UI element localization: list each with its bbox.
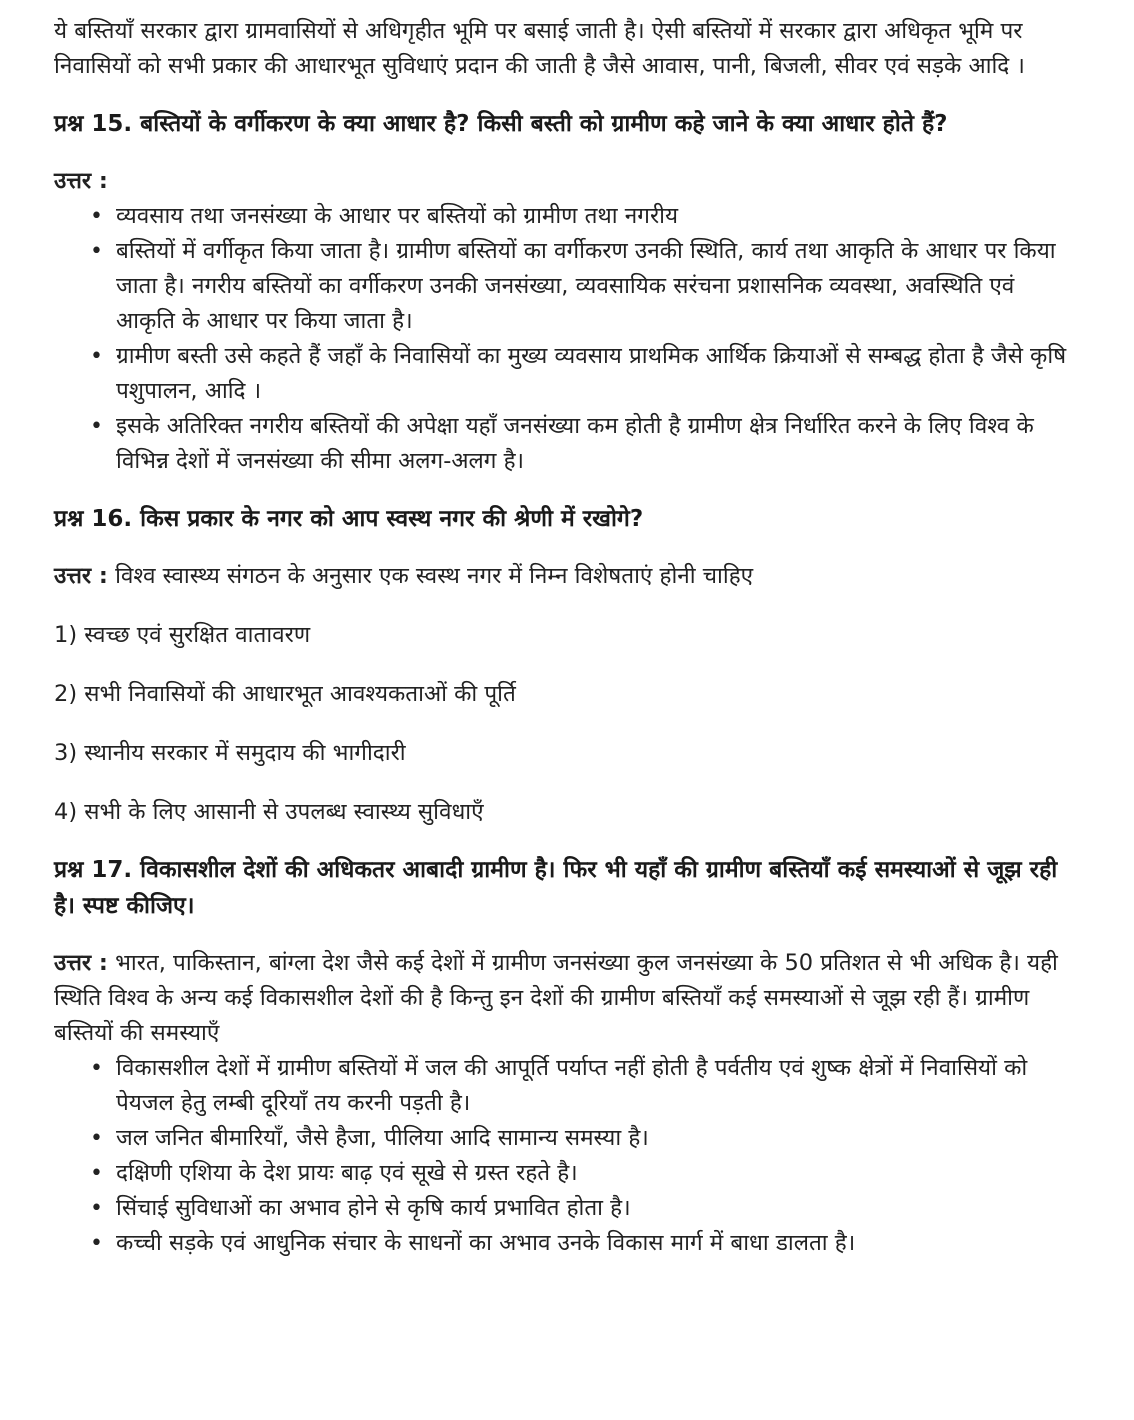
- answer-15: [54, 164, 1074, 199]
- list-item: • विकासशील देशों में ग्रामीण बस्तियों में जल की आपूर्ति पर्याप्त नहीं होती है पर्वतीय एवं शुष्क क्षेत्रों में निवासियों को पेयजल हेतु लम्बी दूरियाँ तय करनी पड़ती है।: [116, 1051, 1074, 1121]
- question-16: प्रश्न 16. किस प्रकार के नगर को आप स्वस्थ नगर की श्रेणी में रखोगे?: [54, 506, 644, 532]
- bullet-icon: •: [90, 239, 103, 264]
- intro-paragraph: ये बस्तियाँ सरकार द्वारा ग्रामवासियों से अधिगृहीत भूमि पर बसाई जाती है। ऐसी बस्तियों में सरकार द्वारा अधिकृत भूमि पर निवासियों को सभी प्रकार की आधारभूत सुविधाएं प्रदान की जाती है जैसे आवास, पानी, बिजली, सीवर एवं सड़के आदि ।: [54, 18, 1025, 79]
- bullet-icon: •: [90, 1126, 103, 1151]
- question-17: प्रश्न 17. विकासशील देशों की अधिकतर आबादी ग्रामीण है। फिर भी यहाँ की ग्रामीण बस्तियाँ कई समस्याओं से जूझ रही है। स्पष्ट कीजिए।: [54, 857, 1058, 919]
- list-item: • ग्रामीण बस्ती उसे कहते हैं जहाँ के निवासियों का मुख्य व्यवसाय प्राथमिक आर्थिक क्रियाओं से सम्बद्ध होता है जैसे कृषि पशुपालन, आदि ।: [116, 339, 1074, 409]
- answer-15-list: [54, 199, 1074, 479]
- bullet-icon: •: [90, 1056, 103, 1081]
- list-item: • बस्तियों में वर्गीकृत किया जाता है। ग्रामीण बस्तियों का वर्गीकरण उनकी स्थिति, कार्य तथा आकृति के आधार पर किया जाता है। नगरीय बस्तियों का वर्गीकरण उनकी जनसंख्या, व्यवसायिक सरंचना प्रशासनिक व्यवस्था, अवस्थिति एवं आकृति के आधार पर किया जाता है।: [116, 234, 1074, 339]
- answer-16: [54, 559, 1074, 594]
- bullet-icon: •: [90, 1161, 103, 1186]
- bullet-icon: •: [90, 1231, 103, 1256]
- list-item: • इसके अतिरिक्त नगरीय बस्तियों की अपेक्षा यहाँ जनसंख्या कम होती है ग्रामीण क्षेत्र निर्धारित करने के लिए विश्व के विभिन्न देशों में जनसंख्या की सीमा अलग-अलग है।: [116, 409, 1074, 479]
- bullet-icon: •: [90, 344, 103, 369]
- bullet-icon: •: [90, 1196, 103, 1221]
- list-item: • सिंचाई सुविधाओं का अभाव होने से कृषि कार्य प्रभावित होता है।: [116, 1191, 1074, 1226]
- answer-17-text: भारत, पाकिस्तान, बांग्ला देश जैसे कई देशों में ग्रामीण जनसंख्या कुल जनसंख्या के 50 प्रतिशत से भी अधिक है। यही स्थिति विश्व के अन्य कई विकासशील देशों की है किन्तु इन देशों की ग्रामीण बस्तियाँ कई समस्याओं से जूझ रही हैं। ग्रामीण बस्तियों की समस्याएँ: [54, 950, 1058, 1046]
- answer-label: उत्तर :: [54, 563, 108, 589]
- answer-16-item: 3) स्थानीय सरकार में समुदाय की भागीदारी: [54, 740, 406, 766]
- answer-label: उत्तर :: [54, 950, 108, 976]
- list-item: • व्यवसाय तथा जनसंख्या के आधार पर बस्तियों को ग्रामीण तथा नगरीय: [116, 199, 1074, 234]
- answer-17-list: [54, 1051, 1074, 1261]
- question-15: प्रश्न 15. बस्तियों के वर्गीकरण के क्या आधार है? किसी बस्ती को ग्रामीण कहे जाने के क्या आधार होते हैं?: [54, 111, 948, 137]
- list-item: • जल जनित बीमारियाँ, जैसे हैजा, पीलिया आदि सामान्य समस्या है।: [116, 1121, 1074, 1156]
- answer-17: [54, 946, 1074, 1051]
- answer-16-item: 2) सभी निवासियों की आधारभूत आवश्यकताओं की पूर्ति: [54, 681, 516, 707]
- answer-label: उत्तर :: [54, 168, 108, 194]
- list-item: • दक्षिणी एशिया के देश प्रायः बाढ़ एवं सूखे से ग्रस्त रहते है।: [116, 1156, 1074, 1191]
- answer-16-item: 4) सभी के लिए आसानी से उपलब्ध स्वास्थ्य सुविधाएँ: [54, 799, 484, 825]
- answer-16-text: विश्व स्वास्थ्य संगठन के अनुसार एक स्वस्थ नगर में निम्न विशेषताएं होनी चाहिए: [107, 563, 754, 589]
- bullet-icon: •: [90, 414, 103, 439]
- bullet-icon: •: [90, 204, 103, 229]
- answer-16-item: 1) स्वच्छ एवं सुरक्षित वातावरण: [54, 622, 311, 648]
- list-item: • कच्ची सड़के एवं आधुनिक संचार के साधनों का अभाव उनके विकास मार्ग में बाधा डालता है।: [116, 1226, 1074, 1261]
